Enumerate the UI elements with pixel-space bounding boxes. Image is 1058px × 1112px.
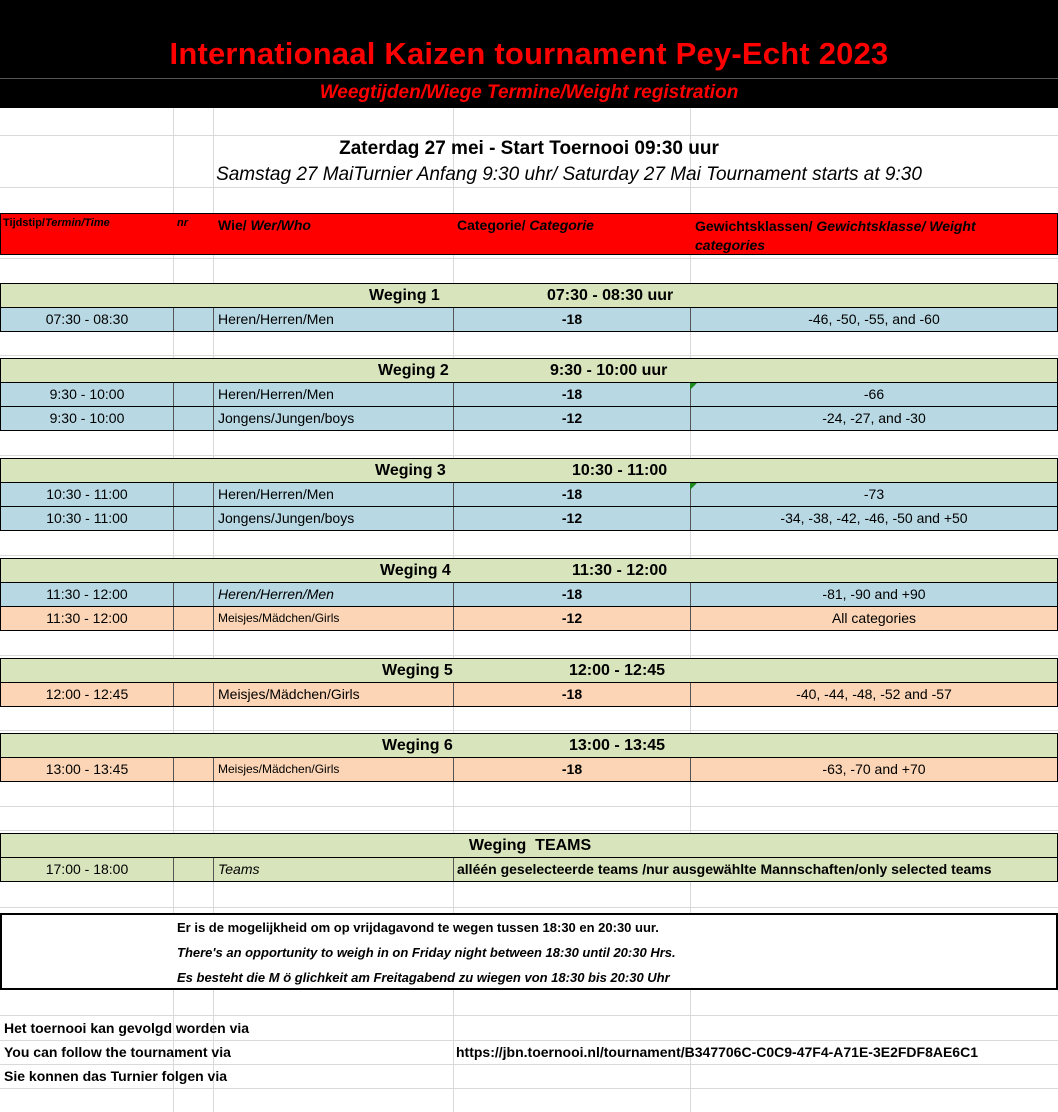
table-row — [0, 308, 1058, 332]
table-row — [0, 607, 1058, 631]
row-category: -18 — [454, 383, 691, 406]
row-who: Meisjes/Mädchen/Girls — [214, 683, 454, 706]
section-title: Weging 5 — [382, 662, 453, 679]
row-category: -12 — [454, 607, 691, 630]
section-header — [0, 283, 1058, 308]
section-title: Weging 3 — [375, 462, 446, 479]
row-who: Heren/Herren/Men — [214, 383, 454, 406]
grid-line — [0, 455, 1058, 456]
section-header — [0, 558, 1058, 583]
row-category: -12 — [454, 407, 691, 430]
section-title: Weging 6 — [382, 737, 453, 754]
grid-line — [0, 830, 1058, 831]
comment-marker-icon — [690, 483, 697, 490]
grid-line — [0, 907, 1058, 908]
table-row — [0, 583, 1058, 607]
section-time: 13:00 - 13:45 — [569, 737, 666, 754]
row-weights: -81, -90 and +90 — [822, 586, 926, 602]
grid-line — [0, 555, 1058, 556]
column-header-text: categories — [695, 237, 766, 253]
section-header — [0, 658, 1058, 683]
column-header-text: Gewichtsklassen/ — [695, 218, 817, 234]
grid-line — [0, 135, 1058, 136]
row-who: Heren/Herren/Men — [214, 583, 454, 606]
section-title: Weging 1 — [369, 287, 440, 304]
row-category: -18 — [454, 758, 691, 781]
row-nr — [174, 483, 214, 506]
grid-line — [0, 806, 1058, 807]
section-title: Weging TEAMS — [468, 837, 592, 854]
follow-text-dutch: Het toernooi kan gevolgd worden via — [4, 1020, 250, 1036]
column-header-text: Tijdstip/ — [3, 217, 45, 229]
row-time: 11:30 - 12:00 — [1, 583, 174, 606]
table-row — [0, 383, 1058, 407]
row-weights: -63, -70 and +70 — [822, 761, 926, 777]
row-who: Meisjes/Mädchen/Girls — [214, 758, 454, 781]
column-header-who — [218, 217, 311, 233]
column-header-text: Gewichtsklasse/ Weight — [816, 218, 976, 234]
row-time: 13:00 - 13:45 — [1, 758, 174, 781]
grid-line — [0, 1040, 1058, 1041]
row-weights: -66 — [863, 386, 885, 402]
row-time: 11:30 - 12:00 — [1, 607, 174, 630]
column-header-text: Wer/Who — [250, 217, 311, 233]
section-header — [0, 833, 1058, 858]
column-header-time — [3, 217, 110, 229]
column-header-text: Wie/ — [218, 217, 251, 233]
table-row — [0, 507, 1058, 531]
grid-line — [0, 730, 1058, 731]
row-nr — [174, 583, 214, 606]
section-time: 9:30 - 10:00 uur — [550, 362, 668, 379]
row-nr — [174, 383, 214, 406]
grid-line — [0, 355, 1058, 356]
row-nr — [174, 607, 214, 630]
day-heading: Zaterdag 27 mei - Start Toernooi 09:30 uur — [339, 138, 719, 159]
row-weights: -73 — [863, 486, 885, 502]
section-time: 11:30 - 12:00 — [572, 562, 668, 579]
tournament-link[interactable]: https://jbn.toernooi.nl/tournament/B347706C-C0C9-47F4-A71E-3E2FDF8AE6C1 — [456, 1044, 978, 1060]
follow-text-german: Sie konnen das Turnier folgen via — [4, 1068, 228, 1084]
row-weights: All categories — [831, 610, 917, 626]
comment-marker-icon — [690, 383, 697, 390]
grid-line — [0, 258, 1058, 259]
column-header-weights — [695, 217, 1055, 255]
follow-text-english: You can follow the tournament via — [4, 1044, 231, 1060]
note-dutch: Er is de mogelijkheid om op vrijdagavond te wegen tussen 18:30 en 20:30 uur. — [177, 920, 659, 935]
grid-line — [0, 655, 1058, 656]
grid-line — [0, 1015, 1058, 1016]
row-weights: -34, -38, -42, -46, -50 and +50 — [780, 510, 968, 526]
note-english: There's an opportunity to weigh in on Friday night between 18:30 until 20:30 Hrs. — [177, 945, 676, 960]
row-time: 9:30 - 10:00 — [1, 383, 174, 406]
row-time: 10:30 - 11:00 — [1, 483, 174, 506]
page-title: Internationaal Kaizen tournament Pey-Echt 2023 — [169, 36, 889, 71]
row-who: Meisjes/Mädchen/Girls — [214, 607, 454, 630]
row-nr — [174, 858, 214, 881]
column-header-nr: nr — [177, 217, 188, 229]
table-row — [0, 858, 1058, 882]
table-row — [0, 683, 1058, 707]
section-header — [0, 733, 1058, 758]
row-category: alléén geselecteerde teams /nur ausgewählte Mannschaften/only selected teams — [457, 861, 992, 877]
row-who: Jongens/Jungen/boys — [214, 407, 454, 430]
table-row — [0, 483, 1058, 507]
friday-weigh-in-note — [0, 913, 1058, 990]
column-header-text: Categorie/ — [457, 217, 530, 233]
row-weights: -46, -50, -55, and -60 — [808, 311, 940, 327]
row-weights: -24, -27, and -30 — [822, 410, 926, 426]
column-header-category — [457, 217, 594, 233]
grid-line — [0, 1088, 1058, 1089]
row-who: Heren/Herren/Men — [214, 483, 454, 506]
row-category: -18 — [454, 583, 691, 606]
row-nr — [174, 407, 214, 430]
row-who: Heren/Herren/Men — [214, 308, 454, 331]
section-time: 10:30 - 11:00 — [572, 462, 668, 479]
section-time: 07:30 - 08:30 uur — [547, 287, 674, 304]
day-heading-translated: Samstag 27 MaiTurnier Anfang 9:30 uhr/ Saturday 27 Mai Tournament starts at 9:30 — [216, 164, 922, 185]
section-header — [0, 458, 1058, 483]
grid-line — [0, 1064, 1058, 1065]
row-category: -12 — [454, 507, 691, 530]
page-subtitle: Weegtijden/Wiege Termine/Weight registration — [319, 82, 739, 103]
row-nr — [174, 758, 214, 781]
row-time: 10:30 - 11:00 — [1, 507, 174, 530]
row-nr — [174, 683, 214, 706]
section-header — [0, 358, 1058, 383]
row-time: 17:00 - 18:00 — [1, 858, 174, 881]
table-row — [0, 758, 1058, 782]
row-time: 07:30 - 08:30 — [1, 308, 174, 331]
row-time: 9:30 - 10:00 — [1, 407, 174, 430]
section-title: Weging 2 — [378, 362, 449, 379]
row-category: -18 — [454, 483, 691, 506]
section-time: 12:00 - 12:45 — [569, 662, 666, 679]
grid-line — [0, 187, 1058, 188]
row-nr — [174, 308, 214, 331]
column-header-row — [0, 213, 1058, 255]
row-category: -18 — [454, 308, 691, 331]
note-german: Es besteht die M ö glichkeit am Freitagabend zu wiegen von 18:30 bis 20:30 Uhr — [177, 970, 670, 985]
column-header-text: Termin/Time — [44, 217, 110, 229]
row-who: Teams — [214, 858, 454, 881]
table-row — [0, 407, 1058, 431]
row-time: 12:00 - 12:45 — [1, 683, 174, 706]
section-title: Weging 4 — [380, 562, 451, 579]
row-weights: -40, -44, -48, -52 and -57 — [796, 686, 952, 702]
row-nr — [174, 507, 214, 530]
row-who: Jongens/Jungen/boys — [214, 507, 454, 530]
column-header-text: Categorie — [529, 217, 594, 233]
row-category: -18 — [454, 683, 691, 706]
